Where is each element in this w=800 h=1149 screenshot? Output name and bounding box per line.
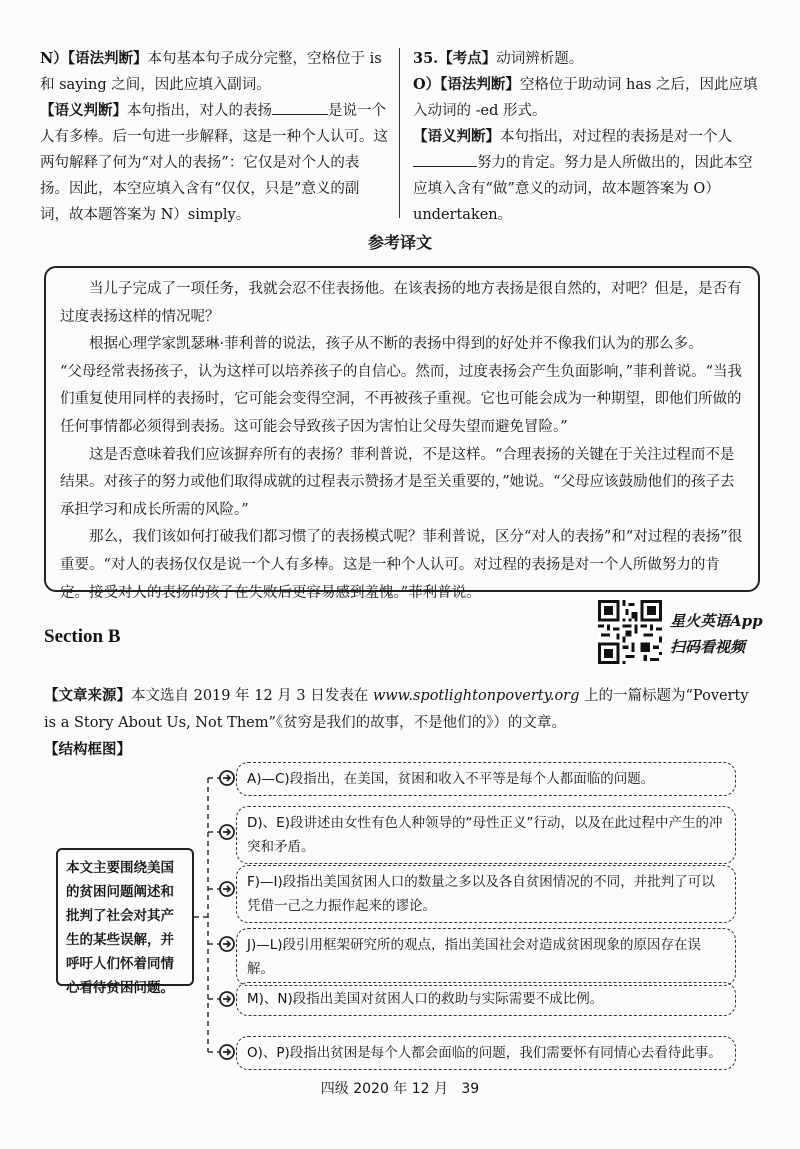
question-text: 动词辨析题。 bbox=[496, 51, 584, 67]
semantic-text-after: 是说一个人有多棒。后一句进一步解释，这是一种个人认可。这两句解释了何为“对人的表扬”：它仅是对个人的表扬。因此，本空应填入含有“仅仅，只是”意义的副词，故本题答案为 N）simply。 bbox=[40, 103, 388, 223]
main-idea-box: 本文主要围绕美国的贫困问题阐述和批判了社会对其产生的某些误解，并呼吁人们怀着同情心看待贫困问题。 bbox=[56, 848, 194, 986]
footer-text: 四级 2020 年 12 月 bbox=[320, 1081, 449, 1097]
semantic-label: 【语义判断】 bbox=[40, 102, 127, 119]
grammar-label: O）【语法判断】 bbox=[413, 76, 520, 93]
semantic-label: 【语义判断】 bbox=[413, 128, 500, 145]
translation-title: 参考译文 bbox=[367, 233, 432, 252]
translation-paragraph: 根据心理学家凯瑟琳·菲利普的说法，孩子从不断的表扬中得到的好处并不像我们认为的那么多。 bbox=[89, 336, 703, 353]
page-footer bbox=[0, 1078, 800, 1098]
branch-box: F)—I)段指出美国贫困人口的数量之多以及各自贫困情况的不同，并批判了可以凭借一己之力振作起来的谬论。 bbox=[236, 865, 736, 923]
semantic-text-after: 努力的肯定。努力是人所做出的，因此本空应填入含有“做”意义的动词，故本题答案为 O）undertaken。 bbox=[413, 155, 753, 223]
source-label: 【文章来源】 bbox=[44, 687, 131, 704]
section-title: Section B bbox=[44, 626, 121, 647]
grammar-text: 本句基本句子成分完整，空格位于 is 和 saying 之间，因此应填入副词。 bbox=[40, 51, 382, 93]
framework-label: 【结构框图】 bbox=[44, 741, 131, 758]
translation-paragraph: 那么，我们该如何打破我们都习惯了的表扬模式呢？菲利普说，区分“对人的表扬”和“对过程的表扬”很重要。“对人的表扬仅仅是说一个人有多棒。这是一种个人认可。对过程的表扬是对一个人所做努力的肯定。接受对人的表扬的孩子在失败后更容易感到羞愧。”菲利普说。 bbox=[60, 529, 743, 601]
translation-paragraph: “父母经常表扬孩子，认为这样可以培养孩子的自信心。然而，过度表扬会产生负面影响，”菲利普说。“当我们重复使用同样的表扬时，它可能会变得空洞，不再被孩子重视。它也可能会成为一种期望，即他们所做的任何事情都必须得到表扬。这可能会导致孩子因为害怕让父母失望而避免冒险。” bbox=[60, 363, 742, 435]
branch-box: J)—L)段引用框架研究所的观点，指出美国社会对造成贫困现象的原因存在误解。 bbox=[236, 928, 736, 986]
branch-box: D)、E)段讲述由女性有色人种领导的“母性正义”行动，以及在此过程中产生的冲突和矛盾。 bbox=[236, 806, 736, 864]
grammar-label: N）【语法判断】 bbox=[40, 50, 148, 67]
page-number: 39 bbox=[461, 1081, 480, 1097]
app-hint: 扫码看视频 bbox=[670, 638, 746, 656]
arrow-circle-icon bbox=[218, 769, 236, 787]
semantic-text-before: 本句指出，对人的表扬 bbox=[127, 103, 272, 119]
arrow-circle-icon bbox=[218, 880, 236, 898]
translation-paragraph: 当儿子完成了一项任务，我就会忍不住表扬他。在该表扬的地方表扬是很自然的，对吧？但是，是否有过度表扬这样的情况呢？ bbox=[60, 281, 742, 325]
app-name: 星火英语App bbox=[670, 612, 763, 630]
arrow-circle-icon bbox=[218, 990, 236, 1008]
arrow-circle-icon bbox=[218, 935, 236, 953]
question-label: 35.【考点】 bbox=[413, 50, 497, 67]
translation-paragraph: 这是否意味着我们应该摒弃所有的表扬？菲利普说，不是这样。“合理表扬的关键在于关注过程而不是结果。对孩子的努力或他们取得成就的过程表示赞扬才是至关重要的，”她说。“父母应该鼓励他们的孩子去承担学习和成长所需的风险。” bbox=[60, 446, 735, 518]
branch-box: M)、N)段指出美国对贫困人口的救助与实际需要不成比例。 bbox=[236, 982, 736, 1016]
semantic-text-before: 本句指出，对过程的表扬是对一个人 bbox=[500, 129, 732, 145]
arrow-circle-icon bbox=[218, 823, 236, 841]
source-text-2: 上的一篇标题为“Poverty is a Story About Us, Not Them”《贫穷是我们的故事，不是他们的》）的文章。 bbox=[44, 688, 749, 731]
source-site: www.spotlightonpoverty.org bbox=[372, 688, 580, 704]
source-text: 本文选自 2019 年 12 月 3 日发表在 bbox=[131, 688, 373, 704]
grammar-text: 空格位于助动词 has 之后，因此应填入动词的 -ed 形式。 bbox=[413, 77, 758, 119]
arrow-circle-icon bbox=[218, 1043, 236, 1061]
branch-box: O)、P)段指出贫困是每个人都会面临的问题，我们需要怀有同情心去看待此事。 bbox=[236, 1036, 736, 1070]
branch-box: A)—C)段指出，在美国，贫困和收入不平等是每个人都面临的问题。 bbox=[236, 762, 736, 796]
